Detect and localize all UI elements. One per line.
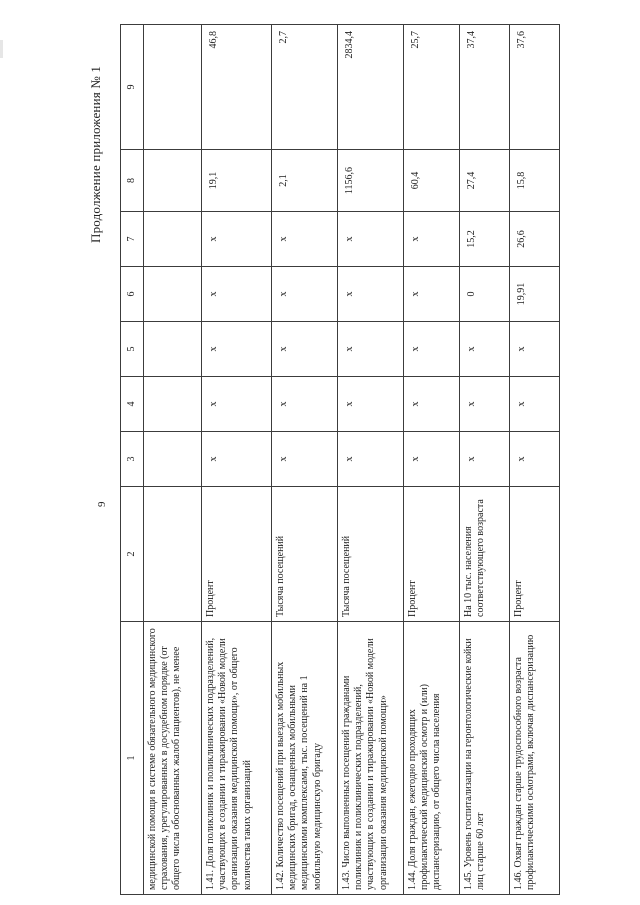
value-cell: х	[272, 432, 338, 487]
value-cell: х	[460, 432, 510, 487]
value-cell: х	[404, 322, 460, 377]
value-cell	[144, 377, 202, 432]
value-cell: х	[202, 322, 272, 377]
value-cell: х	[272, 377, 338, 432]
value-cell: х	[202, 432, 272, 487]
value-cell: х	[338, 432, 404, 487]
value-cell: х	[338, 322, 404, 377]
value-cell: х	[510, 322, 560, 377]
table-row	[144, 25, 202, 895]
value-cell	[144, 150, 202, 212]
indicator-cell: 1.42. Количество посещений при выездах мобильных медицинских бригад, оснащенных мобильными медицинскими комплексами, тыс. посещений на 1 мобильную медицинскую бригаду	[272, 622, 338, 895]
column-header: 2	[121, 487, 144, 622]
value-cell: 2834,4	[338, 25, 404, 150]
column-header: 4	[121, 377, 144, 432]
value-cell: 2,7	[272, 25, 338, 150]
indicator-cell: 1.44. Доля граждан, ежегодно проходящих профилактический медицинский осмотр и (или) диспансеризацию, от общего числа населения	[404, 622, 460, 895]
unit-cell: Процент	[202, 487, 272, 622]
value-cell: х	[404, 432, 460, 487]
column-header: 9	[121, 25, 144, 150]
value-cell: 46,8	[202, 25, 272, 150]
value-cell: 1156,6	[338, 150, 404, 212]
value-cell: 27,4	[460, 150, 510, 212]
value-cell: х	[202, 377, 272, 432]
value-cell: х	[338, 267, 404, 322]
value-cell: 15,2	[460, 212, 510, 267]
indicators-table-wrap	[120, 24, 560, 895]
indicators-table	[120, 24, 560, 895]
value-cell: х	[460, 322, 510, 377]
column-header: 3	[121, 432, 144, 487]
value-cell: х	[338, 377, 404, 432]
table-row	[404, 25, 460, 895]
table-row	[338, 25, 404, 895]
value-cell: х	[338, 212, 404, 267]
indicator-cell: 1.43. Число выполненных посещений гражданами поликлиник и поликлинических подразделений, участвующих в создании и тиражировании «Новой модели организации оказания медицинской помощи»	[338, 622, 404, 895]
unit-cell: Тысяча посещений	[272, 487, 338, 622]
value-cell: х	[510, 377, 560, 432]
column-header: 6	[121, 267, 144, 322]
indicator-cell: 1.46. Охват граждан старше трудоспособного возраста профилактическими осмотрами, включая диспансеризацию	[510, 622, 560, 895]
value-cell: 2,1	[272, 150, 338, 212]
value-cell: 37,4	[460, 25, 510, 150]
header-row	[121, 25, 144, 895]
value-cell: х	[202, 267, 272, 322]
unit-cell: Процент	[404, 487, 460, 622]
value-cell: 37,6	[510, 25, 560, 150]
value-cell: х	[272, 322, 338, 377]
indicator-cell: 1.41. Доля поликлиник и поликлинических подразделений, участвующих в создании и тиражировании «Новой модели организации оказания медицинской помощи», от общего количества таких организаций	[202, 622, 272, 895]
table-row	[272, 25, 338, 895]
unit-cell: На 10 тыс. населения соответствующего возраста	[460, 487, 510, 622]
indicator-cell: 1.45. Уровень госпитализации на геронтологические койки лиц старше 60 лет	[460, 622, 510, 895]
table-row	[510, 25, 560, 895]
value-cell: х	[404, 377, 460, 432]
value-cell: 19,91	[510, 267, 560, 322]
value-cell: х	[404, 267, 460, 322]
indicator-cell: медицинской помощи в системе обязательного медицинского страхования, урегулированных в досудебном порядке (от общего числа обоснованных жалоб пациентов), не менее	[144, 622, 202, 895]
column-header: 7	[121, 212, 144, 267]
value-cell: 60,4	[404, 150, 460, 212]
unit-cell	[144, 487, 202, 622]
column-header: 8	[121, 150, 144, 212]
table-row	[202, 25, 272, 895]
value-cell	[144, 267, 202, 322]
value-cell: х	[460, 377, 510, 432]
value-cell: 19,1	[202, 150, 272, 212]
table-row	[460, 25, 510, 895]
appendix-title: Продолжение приложения № 1	[88, 65, 103, 243]
value-cell: х	[202, 212, 272, 267]
value-cell: х	[272, 267, 338, 322]
value-cell	[144, 212, 202, 267]
value-cell: 0	[460, 267, 510, 322]
page-number: 9	[96, 501, 108, 507]
value-cell	[144, 322, 202, 377]
value-cell	[144, 432, 202, 487]
value-cell: 15,8	[510, 150, 560, 212]
value-cell: 26,6	[510, 212, 560, 267]
value-cell: 25,7	[404, 25, 460, 150]
value-cell: х	[404, 212, 460, 267]
value-cell: х	[510, 432, 560, 487]
column-header: 5	[121, 322, 144, 377]
column-header: 1	[121, 622, 144, 895]
unit-cell: Процент	[510, 487, 560, 622]
unit-cell: Тысяча посещений	[338, 487, 404, 622]
value-cell: х	[272, 212, 338, 267]
value-cell	[144, 25, 202, 150]
